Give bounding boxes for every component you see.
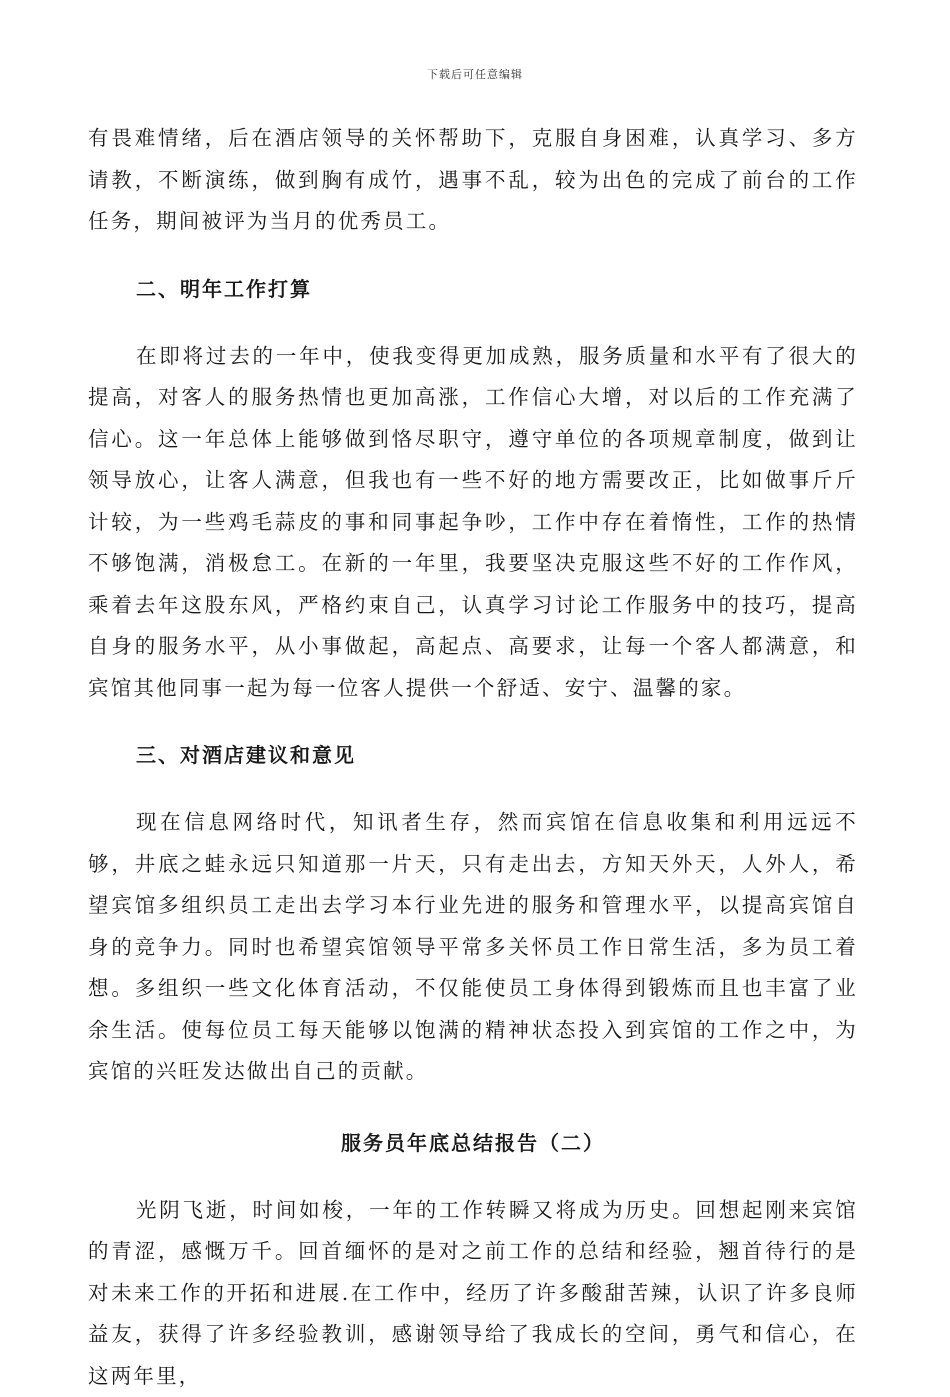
section-heading-next-year-plan: 二、明年工作打算 xyxy=(88,269,858,310)
spacer xyxy=(88,1164,858,1190)
section-heading-suggestions: 三、对酒店建议和意见 xyxy=(88,735,858,776)
spacer xyxy=(88,310,858,336)
spacer xyxy=(88,709,858,735)
paragraph-suggestions: 现在信息网络时代，知讯者生存，然而宾馆在信息收集和利用远远不够，井底之蛙永远只知道那一片天，只有走出去，方知天外天，人外人，希望宾馆多组织员工走出去学习本行业先进的服务和管理水平，以提高宾馆自身的竞争力。同时也希望宾馆领导平常多关怀员工作日常生活，多为员工着想。多组织一些文化体育活动，不仅能使员工身体得到锻炼而且也丰富了业余生活。使每位员工每天能够以饱满的精神状态投入到宾馆的工作之中，为宾馆的兴旺发达做出自己的贡献。 xyxy=(88,802,858,1093)
document-body xyxy=(88,118,858,1397)
paragraph-report-intro: 光阴飞逝，时间如梭，一年的工作转瞬又将成为历史。回想起刚来宾馆的青涩，感慨万千。回首缅怀的是对之前工作的总结和经验，翘首待行的是对未来工作的开拓和进展.在工作中，经历了许多酸甜苦辣，认识了许多良师益友，获得了许多经验教训，感谢领导给了我成长的空间，勇气和信心，在这两年里， xyxy=(88,1190,858,1397)
spacer xyxy=(88,776,858,802)
paragraph-continuation: 有畏难情绪，后在酒店领导的关怀帮助下，克服自身困难，认真学习、多方请教，不断演练，做到胸有成竹，遇事不乱，较为出色的完成了前台的工作任务，期间被评为当月的优秀员工。 xyxy=(88,118,858,243)
spacer xyxy=(88,243,858,269)
spacer xyxy=(88,1093,858,1123)
paragraph-next-year-plan: 在即将过去的一年中，使我变得更加成熟，服务质量和水平有了很大的提高，对客人的服务热情也更加高涨，工作信心大增，对以后的工作充满了信心。这一年总体上能够做到恪尽职守，遵守单位的各项规章制度，做到让领导放心，让客人满意，但我也有一些不好的地方需要改正，比如做事斤斤计较，为一些鸡毛蒜皮的事和同事起争吵，工作中存在着惰性，工作的热情不够饱满，消极怠工。在新的一年里，我要坚决克服这些不好的工作作风，乘着去年这股东风，严格约束自己，认真学习讨论工作服务中的技巧，提高自身的服务水平，从小事做起，高起点、高要求，让每一个客人都满意，和宾馆其他同事一起为每一位客人提供一个舒适、安宁、温馨的家。 xyxy=(88,336,858,710)
page-header-note: 下载后可任意编辑 xyxy=(0,66,950,82)
report-title-part-two: 服务员年底总结报告（二） xyxy=(88,1123,858,1164)
